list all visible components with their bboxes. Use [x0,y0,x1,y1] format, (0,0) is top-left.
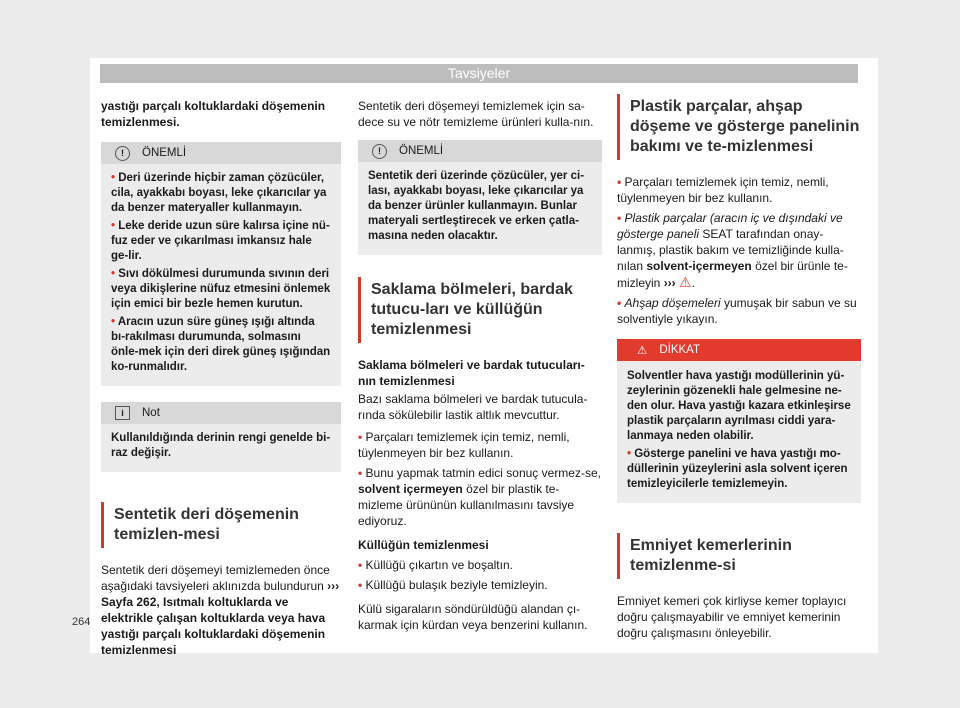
note-text: Kullanıldığında derinin rengi genelde bi-raz değişir. [111,432,331,459]
exclamation-icon: ! [372,144,387,159]
list-item: • Sıvı dökülmesi durumunda sıvının deri veya dikişlerine nüfuz etmesini önlemek için emici bir bezle hemen kurutun. [111,268,331,310]
bullet-icon: • [111,172,116,184]
warning-icon: ⚠ [637,345,648,357]
important-box-2 [358,140,602,255]
cross-reference[interactable]: ››› [663,276,676,290]
important-body [358,162,602,255]
warning-text: Solventler hava yastığı modüllerinin yü-zeylerinin gözenekli hale gelmesine ne-den olur. Hava yastığı kazara etkinleşirse plastik parçaların ayrılması ciddi yara-lanmaya neden olabilir. [627,370,851,442]
warning-box [617,339,861,503]
exclamation-icon: ! [115,146,130,161]
page-number: 264 [72,616,91,628]
col1-paragraph: Sentetik deri döşemeyi temizlemeden önce aşağıdaki tavsiyeleri aklınızda bulundurun ››› Sayfa 262, Isıtmalı koltuklarda ve elektrikle çalışan koltuklarda veya hava yastığı parçalı koltuklardaki döşemenin temizlenmesi [101,563,340,657]
list-item: • Aracın uzun süre güneş ışığı altında bı-rakılması durumunda, solmasını önle-mek için deri direk güneş ışığından ko-runmalıdır. [111,316,331,373]
important-text: Sentetik deri üzerinde çözücüler, yer ci-lası, ayakkabı boyası, leke çıkarıcılar ya da benzer ürünler kullanmayın. Bunlar materyali sertleştirecek ve erken çatla-masına neden olacaktır. [368,170,585,242]
info-icon: i [115,406,130,420]
column-1 [101,98,341,658]
bullet-icon: • [111,220,116,232]
list-item: • Küllüğü çıkartın ve boşaltın. [358,558,513,572]
list-item: • Parçaları temizlemek için temiz, nemli, tüylenmeyen bir bez kullanın. [358,430,570,460]
warning-body [617,361,861,503]
list-item: • Deri üzerinde hiçbir zaman çözücüler, cila, ayakkabı boyası, leke çıkarıcılar ya da benzer materyaller kullanmayın. [111,172,327,214]
paragraph: Külü sigaraların söndürüldüğü alandan çı-karmak için kürdan veya benzerini kullanın. [358,602,588,632]
col2-intro: Sentetik deri döşemeyi temizlemek için sa-dece su ve nötr temizleme ürünleri kulla-nın. [358,99,594,129]
warning-header [617,339,861,361]
bullet-icon: • [358,466,363,480]
important-header [358,140,602,162]
note-label: Not [142,406,160,419]
bullet-icon: • [358,430,363,444]
subheading: Küllüğün temizlenmesi [358,538,489,552]
bullet-icon: • [111,268,116,280]
paragraph: Emniyet kemeri çok kirliyse kemer toplayıcı doğru çalışmayabilir ve emniyet kemerinin doğru çalışmasını önleyebilir. [617,594,847,640]
col1-intro: yastığı parçalı koltuklardaki döşemenin temizlenmesi. [101,99,326,129]
section-heading: Plastik parçalar, ahşap döşeme ve gösterge panelinin bakımı ve te-mizlenmesi [617,94,861,160]
bullet-icon: • [617,175,622,189]
list-item: • Leke deride uzun süre kalırsa içine nü-fuz eder ve çıkarılması imkansız hale ge-lir. [111,220,330,262]
section-heading: Emniyet kemerlerinin temizlenme-si [617,533,861,579]
warning-label: DİKKAT [659,344,700,356]
list-item: • Parçaları temizlemek için temiz, nemli, tüylenmeyen bir bez kullanın. [617,175,829,205]
column-3 [617,98,861,641]
bullet-icon: • [358,578,363,592]
important-header [101,142,341,164]
page-header: Tavsiyeler [100,64,858,83]
list-item: • Bunu yapmak tatmin edici sonuç vermez-se, solvent içermeyen özel bir plastik te-mizleme ürününün kullanılmasını tavsiye ediyoruz. [358,466,601,528]
bullet-icon: • [358,558,363,572]
section-heading: Saklama bölmeleri, bardak tutucu-ları ve küllüğün temizlenmesi [358,277,602,343]
cross-reference[interactable]: ››› Sayfa 262, Isıtmalı koltuklarda ve elektrikle çalışan koltuklarda veya hava yastığı parçalı koltuklardaki döşemenin temizlenmesi [101,579,340,657]
warning-triangle-icon: ⚠ [679,274,692,290]
note-box [101,402,341,472]
important-body [101,164,341,386]
important-label: ÖNEMLİ [142,146,187,159]
column-2 [358,98,602,633]
bullet-icon: • [617,296,622,310]
section-heading: Sentetik deri döşemenin temizlen-mesi [101,502,341,548]
important-label: ÖNEMLİ [399,144,444,157]
list-item: • Gösterge panelini ve hava yastığı mo-düllerinin yüzeylerini asla solvent içeren temizleyicilerle temizlemeyin. [627,448,848,490]
note-body [101,424,341,472]
note-header [101,402,341,424]
bullet-icon: • [627,448,632,460]
subheading: Saklama bölmeleri ve bardak tutucuları-nın temizlenmesi [358,358,585,388]
bullet-icon: • [617,211,622,225]
list-item: • Plastik parçalar (aracın iç ve dışındaki ve gösterge paneli SEAT tarafından onay-lanmış, plastik bakım ve temizliğinde kulla-nılan solvent-içermeyen özel bir ürünle te-mizleyin ››› ⚠. [617,211,848,290]
paragraph: Bazı saklama bölmeleri ve bardak tutucula-rında sökülebilir lastik altlık mevcuttur. [358,392,588,422]
list-item: • Ahşap döşemeleri yumuşak bir sabun ve su solventiyle yıkayın. [617,296,857,326]
important-box-1 [101,142,341,386]
list-item: • Küllüğü bulaşık beziyle temizleyin. [358,578,548,592]
bullet-icon: • [111,316,116,328]
